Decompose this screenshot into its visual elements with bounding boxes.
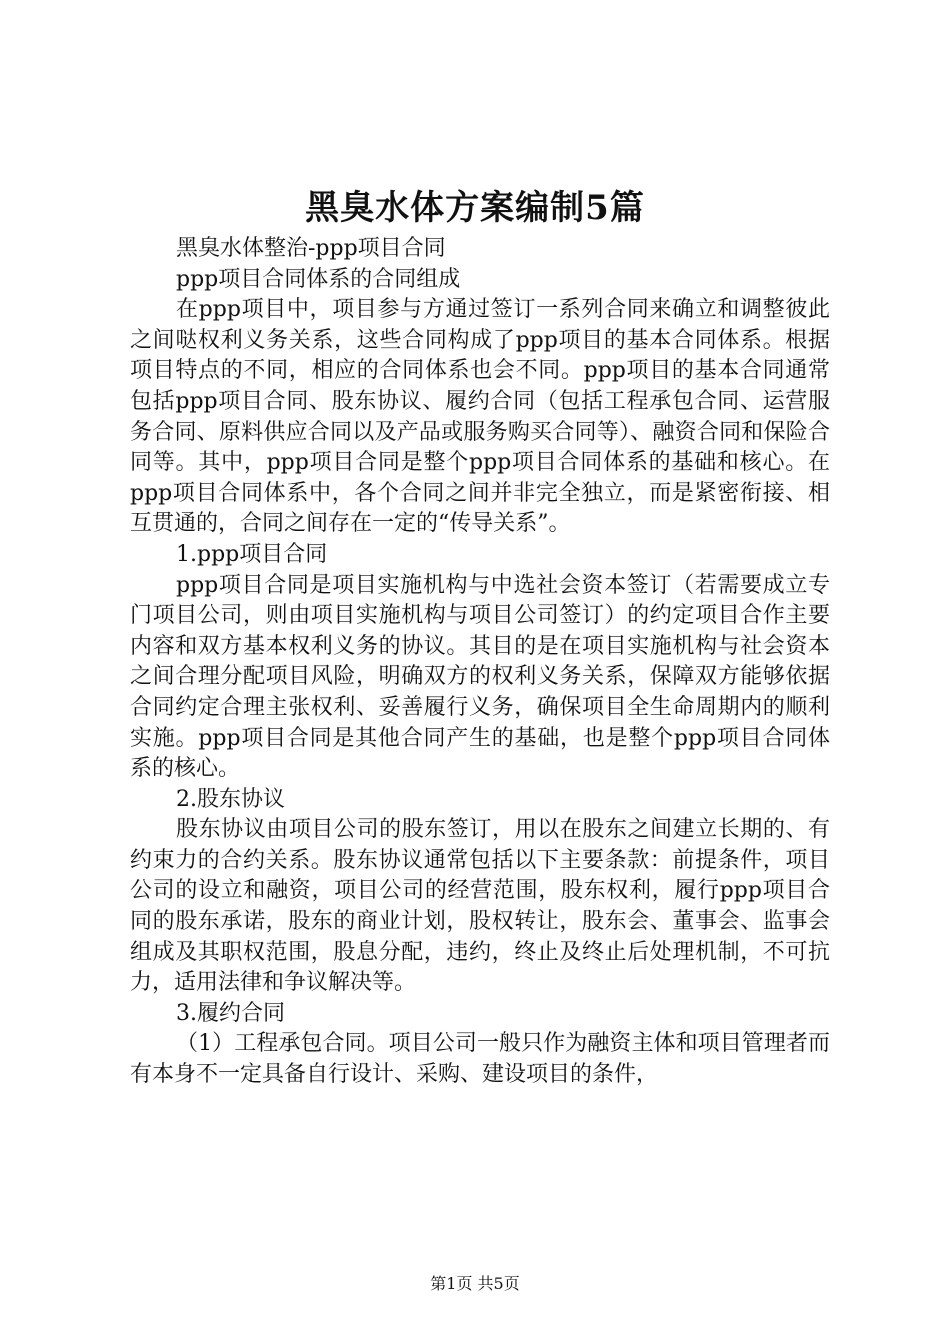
heading-section-3: 3.履约合同 [176,1000,285,1026]
page-footer: 第1页 共5页 [430,1274,520,1293]
paragraph-section-1: ppp项目合同是项目实施机构与中选社会资本签订（若需要成立专门项目公司，则由项目实施机构与项目公司签订）的约定项目合作主要内容和双方基本权利义务的协议。其目的是在项目实施机构与社会资本之间合理分配项目风险，明确双方的权利义务关系，保障双方能够依据合同约定合理主张权利、妥善履行义务，确保项目全生命周期内的顺利实施。ppp项目合同是其他合同产生的基础，也是整个ppp项目合同体系的核心。 [130,572,830,782]
heading-section-1: 1.ppp项目合同 [176,541,328,567]
document-title: 黑臭水体方案编制5篇 [305,188,645,228]
document-body [130,234,830,1091]
paragraph-contract-system: 在ppp项目中，项目参与方通过签订一系列合同来确立和调整彼此之间哒权利义务关系，这些合同构成了ppp项目的基本合同体系。根据项目特点的不同，相应的合同体系也会不同。ppp项目的基本合同通常包括ppp项目合同、股东协议、履约合同（包括工程承包合同、运营服务合同、原料供应合同以及产品或服务购买合同等）、融资合同和保险合同等。其中，ppp项目合同是整个ppp项目合同体系的基础和核心。在ppp项目合同体系中，各个合同之间并非完全独立，而是紧密衔接、相互贯通的，合同之间存在一定的“传导关系”。 [130,297,830,537]
heading-project-contract: 黑臭水体整治-ppp项目合同 [176,236,446,261]
heading-contract-system: ppp项目合同体系的合同组成 [176,266,461,292]
paragraph-section-3: （1）工程承包合同。项目公司一般只作为融资主体和项目管理者而有本身不一定具备自行设计、采购、建设项目的条件， [130,1031,830,1088]
heading-section-2: 2.股东协议 [176,786,285,812]
paragraph-section-2: 股东协议由项目公司的股东签订，用以在股东之间建立长期的、有约束力的合约关系。股东协议通常包括以下主要条款：前提条件，项目公司的设立和融资，项目公司的经营范围，股东权利，履行ppp项目合同的股东承诺，股东的商业计划，股权转让，股东会、董事会、监事会组成及其职权范围，股息分配，违约，终止及终止后处理机制，不可抗力，适用法律和争议解决等。 [130,817,830,996]
